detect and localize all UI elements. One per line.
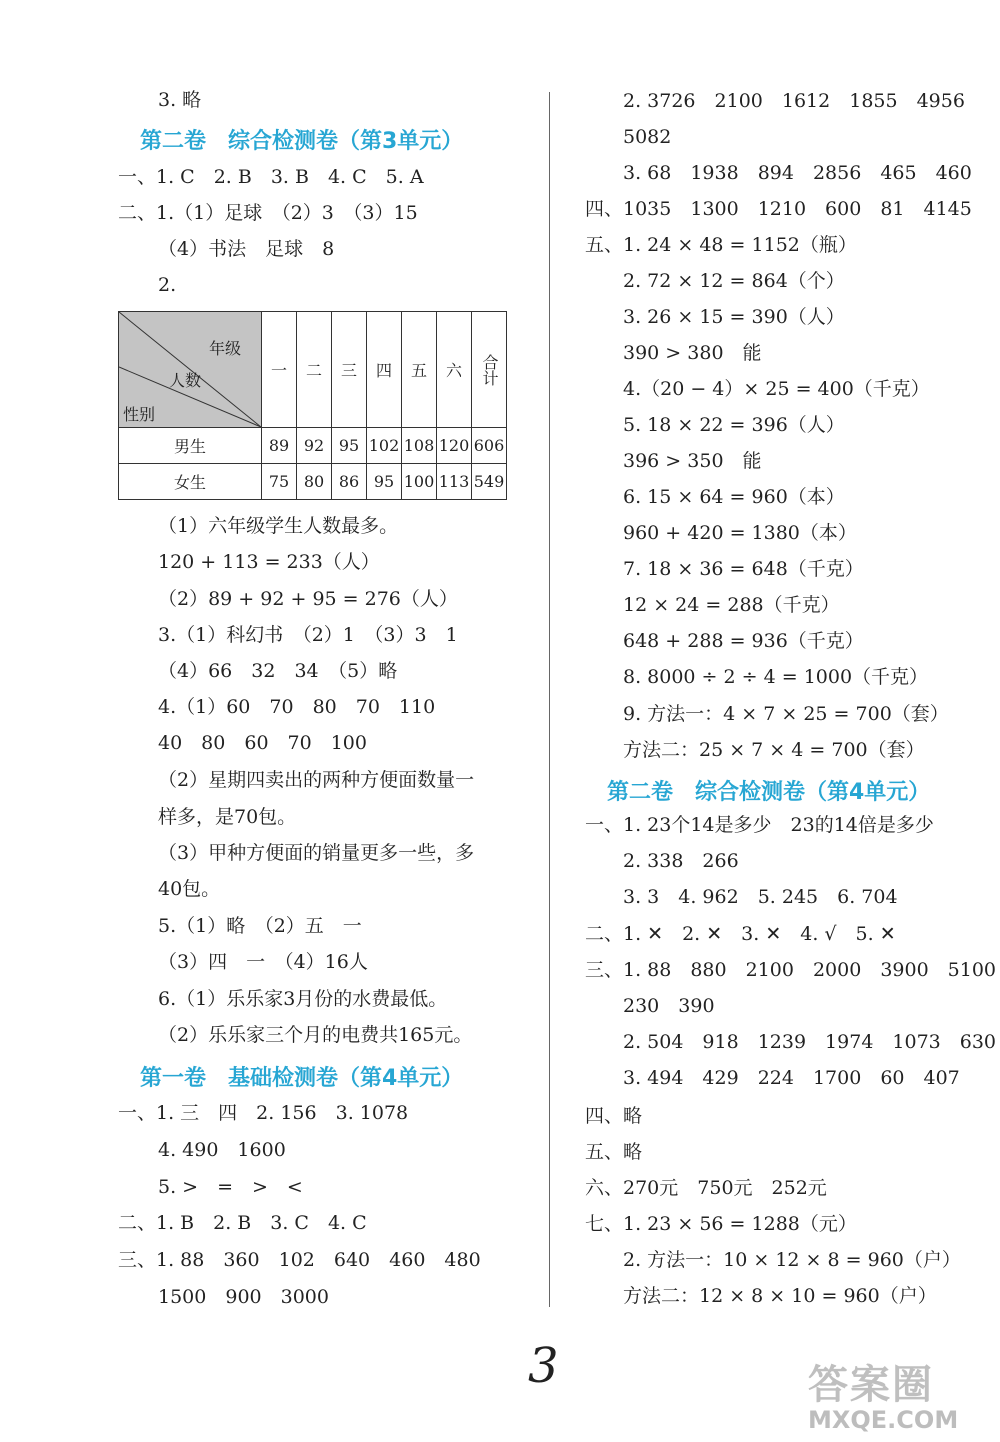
- answer-line: 四、略: [585, 1105, 643, 1127]
- answer-line: 3. 68 1938 894 2856 465 460: [623, 162, 972, 184]
- answer-line: （2）星期四卖出的两种方便面数量一: [158, 769, 475, 791]
- table-cell: 549: [472, 464, 507, 500]
- header-grade: 年级: [209, 339, 242, 358]
- answer-line: 40 80 60 70 100: [158, 732, 367, 754]
- watermark-logo-text: 答案圈: [808, 1362, 934, 1408]
- answer-line: 六、270元 750元 252元: [585, 1177, 827, 1199]
- table-cell: 95: [367, 464, 402, 500]
- table-cell: 108: [402, 428, 437, 464]
- answer-line: （4）书法 足球 8: [158, 238, 335, 260]
- answer-line: 3. 略: [158, 89, 202, 111]
- answer-line: （3）四 一 （4）16人: [158, 951, 368, 973]
- section-heading: 第二卷 综合检测卷（第3单元）: [140, 129, 464, 154]
- table-row-label: 男生: [119, 428, 262, 464]
- answer-line: 230 390: [623, 995, 715, 1017]
- answer-line: 三、1. 88 880 2100 2000 3900 5100: [585, 959, 997, 981]
- answer-line: 6. 15 × 64 = 960（本）: [623, 486, 845, 508]
- section-heading: 第一卷 基础检测卷（第4单元）: [140, 1066, 464, 1091]
- column-divider: [549, 92, 550, 1307]
- answer-line: 5.（1）略 （2）五 一: [158, 915, 362, 937]
- answer-line: 3. 26 × 15 = 390（人）: [623, 306, 845, 328]
- table-header-cell: 四: [367, 312, 402, 428]
- answer-line: 3. 3 4. 962 5. 245 6. 704: [623, 886, 898, 908]
- stats-table: [118, 311, 507, 500]
- table-cell: 95: [332, 428, 367, 464]
- table-header-total: 合计: [472, 312, 507, 428]
- answer-line: 四、1035 1300 1210 600 81 4145: [585, 198, 972, 220]
- page-number: 3: [528, 1338, 559, 1394]
- table-cell: 606: [472, 428, 507, 464]
- table-diagonal-header: [119, 312, 262, 428]
- answer-line: 样多，是70包。: [158, 806, 297, 828]
- answer-line: 4.（20 − 4）× 25 = 400（千克）: [623, 378, 930, 400]
- table-header-cell: 六: [437, 312, 472, 428]
- answer-line: 七、1. 23 × 56 = 1288（元）: [585, 1213, 857, 1235]
- answer-line: （2）89 + 92 + 95 = 276（人）: [158, 588, 458, 610]
- answer-line: 三、1. 88 360 102 640 460 480: [118, 1249, 481, 1271]
- table-cell: 89: [262, 428, 297, 464]
- answer-line: 120 + 113 = 233（人）: [158, 551, 380, 573]
- table-cell: 75: [262, 464, 297, 500]
- table-cell: 92: [297, 428, 332, 464]
- answer-line: 9. 方法一：4 × 7 × 25 = 700（套）: [623, 703, 949, 725]
- answer-line: 2.: [158, 274, 177, 296]
- table-header-cell: 五: [402, 312, 437, 428]
- header-count: 人数: [169, 371, 202, 390]
- answer-line: 648 + 288 = 936（千克）: [623, 630, 864, 652]
- watermark-logo: [808, 1353, 988, 1433]
- answer-line: 960 + 420 = 1380（本）: [623, 522, 857, 544]
- answer-line: 5082: [623, 126, 672, 148]
- answer-line: 2. 72 × 12 = 864（个）: [623, 270, 845, 292]
- table-header-cell: 三: [332, 312, 367, 428]
- answer-line: 2. 504 918 1239 1974 1073 630: [623, 1031, 997, 1053]
- table-cell: 100: [402, 464, 437, 500]
- answer-line: （4）66 32 34 （5）略: [158, 660, 398, 682]
- table-header-cell: 一: [262, 312, 297, 428]
- answer-line: 390 > 380 能: [623, 342, 762, 364]
- answer-line: 方法二：12 × 8 × 10 = 960（户）: [623, 1285, 937, 1307]
- section-heading: 第二卷 综合检测卷（第4单元）: [607, 780, 931, 805]
- answer-line: 3.（1）科幻书 （2）1 （3）3 1: [158, 624, 458, 646]
- table-cell: 120: [437, 428, 472, 464]
- answer-line: 8. 8000 ÷ 2 ÷ 4 = 1000（千克）: [623, 666, 929, 688]
- answer-line: 2. 方法一：10 × 12 × 8 = 960（户）: [623, 1249, 961, 1271]
- answer-line: 1500 900 3000: [158, 1286, 329, 1308]
- table-cell: 102: [367, 428, 402, 464]
- table-cell: 80: [297, 464, 332, 500]
- answer-line: 40包。: [158, 878, 221, 900]
- answer-line: 五、1. 24 × 48 = 1152（瓶）: [585, 234, 857, 256]
- answer-line: 5. > = > <: [158, 1176, 303, 1198]
- answer-line: 3. 494 429 224 1700 60 407: [623, 1067, 960, 1089]
- answer-line: 12 × 24 = 288（千克）: [623, 594, 840, 616]
- answer-line: 2. 338 266: [623, 850, 739, 872]
- watermark-site: MXQE.COM: [808, 1406, 959, 1434]
- answer-line: 7. 18 × 36 = 648（千克）: [623, 558, 864, 580]
- answer-line: （1）六年级学生人数最多。: [158, 515, 399, 537]
- answer-line: 一、1. C 2. B 3. B 4. C 5. A: [118, 166, 424, 188]
- table-header-cell: 二: [297, 312, 332, 428]
- answer-line: 方法二：25 × 7 × 4 = 700（套）: [623, 739, 925, 761]
- answer-line: （2）乐乐家三个月的电费共165元。: [158, 1024, 473, 1046]
- answer-line: 一、1. 三 四 2. 156 3. 1078: [118, 1102, 409, 1124]
- answer-line: 2. 3726 2100 1612 1855 4956: [623, 90, 965, 112]
- answer-line: 6.（1）乐乐家3月份的水费最低。: [158, 988, 448, 1010]
- answer-line: 二、1.（1）足球 （2）3 （3）15: [118, 202, 418, 224]
- answer-line: 二、1. B 2. B 3. C 4. C: [118, 1212, 367, 1234]
- answer-line: 396 > 350 能: [623, 450, 762, 472]
- answer-line: 4. 490 1600: [158, 1139, 286, 1161]
- header-gender: 性别: [123, 405, 156, 424]
- answer-line: 五、略: [585, 1141, 643, 1163]
- answer-line: 二、1. ✕ 2. ✕ 3. ✕ 4. √ 5. ✕: [585, 923, 896, 945]
- answer-line: （3）甲种方便面的销量更多一些，多: [158, 842, 475, 864]
- answer-line: 5. 18 × 22 = 396（人）: [623, 414, 845, 436]
- answer-line: 一、1. 23个14是多少 23的14倍是多少: [585, 814, 934, 836]
- table-row-label: 女生: [119, 464, 262, 500]
- table-cell: 113: [437, 464, 472, 500]
- answer-line: 4.（1）60 70 80 70 110: [158, 696, 436, 718]
- table-cell: 86: [332, 464, 367, 500]
